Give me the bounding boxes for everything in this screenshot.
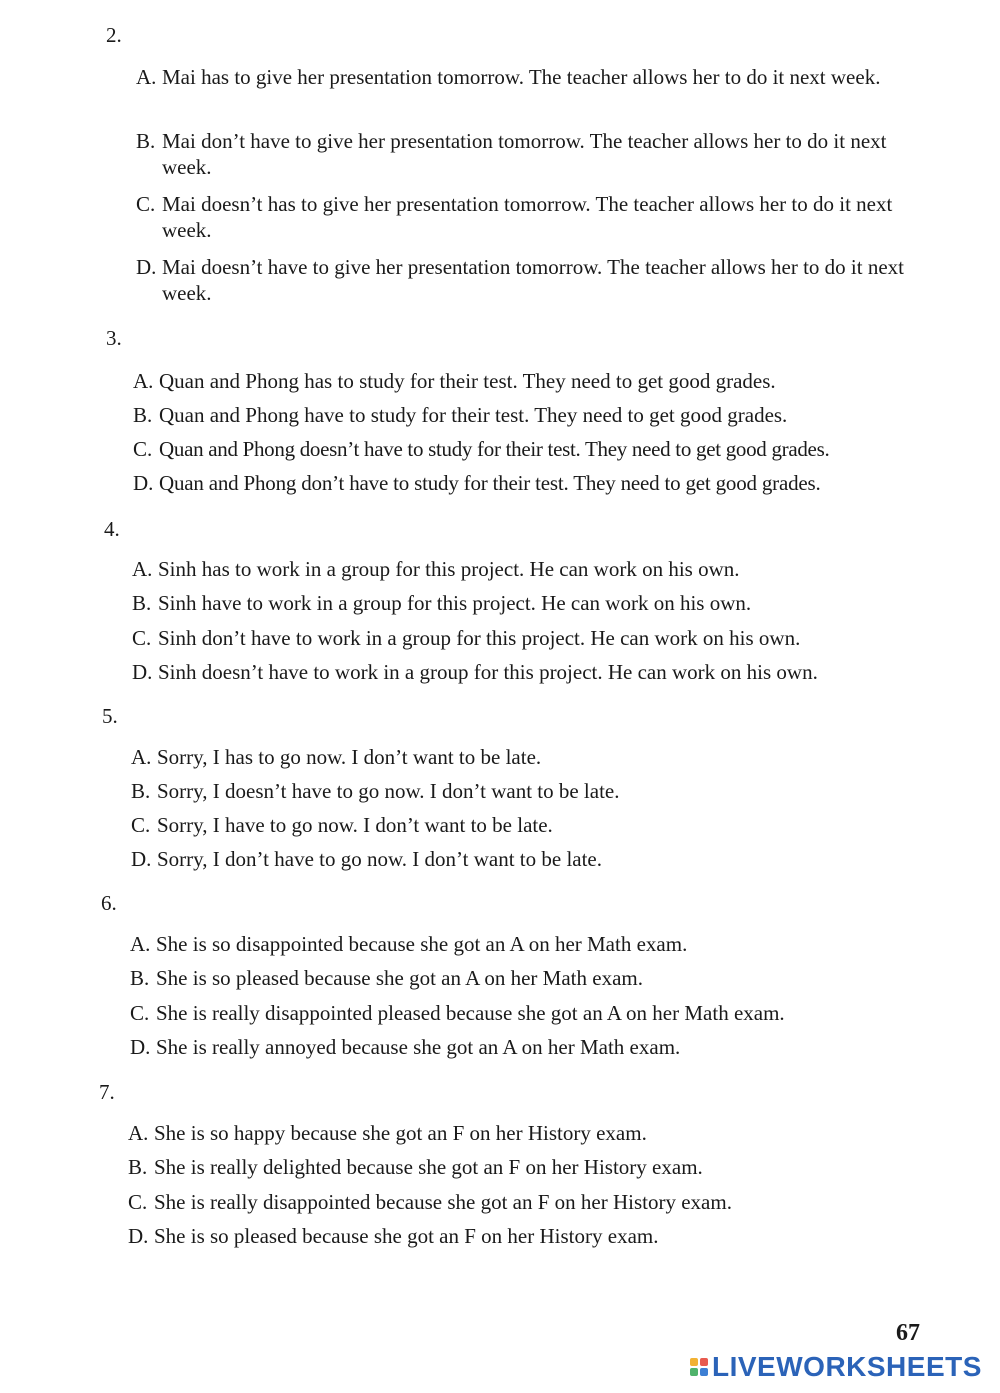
- option-text: Sorry, I has to go now. I don’t want to be late.: [157, 745, 542, 769]
- answer-option[interactable]: [128, 1120, 943, 1146]
- option-letter: D.: [132, 660, 153, 684]
- option-letter: B.: [131, 779, 151, 803]
- answer-option[interactable]: [136, 254, 941, 306]
- option-letter: A.: [130, 932, 151, 956]
- option-text: Sorry, I doesn’t have to go now. I don’t want to be late.: [157, 779, 620, 803]
- option-text: Sinh have to work in a group for this project. He can work on his own.: [158, 591, 752, 615]
- option-text: She is so pleased because she got an A on her Math exam.: [156, 966, 643, 990]
- option-letter: B.: [130, 966, 150, 990]
- answer-option[interactable]: [133, 436, 948, 462]
- option-text: She is really disappointed pleased because she got an A on her Math exam.: [156, 1001, 785, 1025]
- option-letter: B.: [128, 1155, 148, 1179]
- option-letter: C.: [133, 437, 153, 461]
- answer-option[interactable]: [130, 1000, 945, 1026]
- option-text: Mai doesn’t have to give her presentation tomorrow. The teacher allows her to do it next week.: [162, 255, 904, 305]
- option-letter: B.: [133, 403, 153, 427]
- question-number: 5.: [102, 704, 118, 728]
- answer-option[interactable]: [130, 1034, 945, 1060]
- question-number: 4.: [104, 517, 120, 541]
- option-text: She is so pleased because she got an F on her History exam.: [154, 1224, 659, 1248]
- answer-option[interactable]: [136, 191, 941, 243]
- option-text: Sinh don’t have to work in a group for this project. He can work on his own.: [158, 626, 801, 650]
- question-number: 3.: [106, 326, 122, 350]
- option-letter: C.: [131, 813, 151, 837]
- option-letter: B.: [132, 591, 152, 615]
- answer-option[interactable]: [131, 744, 936, 770]
- answer-option[interactable]: [133, 402, 948, 428]
- option-letter: C.: [136, 192, 156, 216]
- answer-option[interactable]: [136, 64, 941, 90]
- option-text: Sinh has to work in a group for this project. He can work on his own.: [158, 557, 740, 581]
- option-letter: A.: [132, 557, 153, 581]
- answer-option[interactable]: [131, 812, 936, 838]
- option-letter: D.: [136, 255, 157, 279]
- answer-option[interactable]: [133, 470, 948, 496]
- option-letter: D.: [130, 1035, 151, 1059]
- option-letter: C.: [132, 626, 152, 650]
- page-number: 67: [896, 1320, 920, 1346]
- option-letter: A.: [133, 369, 154, 393]
- logo-tile-icon: [690, 1368, 698, 1376]
- option-text: She is really disappointed because she got an F on her History exam.: [154, 1190, 732, 1214]
- answer-option[interactable]: [131, 778, 936, 804]
- liveworksheets-logo[interactable]: [690, 1352, 982, 1382]
- answer-option[interactable]: [132, 590, 947, 616]
- option-text: She is really delighted because she got an F on her History exam.: [154, 1155, 703, 1179]
- option-letter: B.: [136, 129, 156, 153]
- answer-option[interactable]: [132, 556, 947, 582]
- option-text: Quan and Phong has to study for their test. They need to get good grades.: [159, 369, 776, 393]
- option-letter: C.: [130, 1001, 150, 1025]
- logo-tile-icon: [690, 1358, 698, 1366]
- answer-option[interactable]: [130, 931, 945, 957]
- answer-option[interactable]: [128, 1223, 943, 1249]
- option-text: She is so disappointed because she got an A on her Math exam.: [156, 932, 688, 956]
- answer-option[interactable]: [128, 1154, 943, 1180]
- option-text: She is really annoyed because she got an A on her Math exam.: [156, 1035, 681, 1059]
- logo-tile-icon: [700, 1358, 708, 1366]
- option-letter: A.: [136, 65, 157, 89]
- option-text: Sorry, I have to go now. I don’t want to be late.: [157, 813, 553, 837]
- answer-option[interactable]: [136, 128, 941, 180]
- question-number: 6.: [101, 891, 117, 915]
- answer-option[interactable]: [132, 625, 947, 651]
- option-text: Quan and Phong doesn’t have to study for their test. They need to get good grades.: [159, 437, 830, 461]
- option-letter: D.: [133, 471, 154, 495]
- question-number: 7.: [99, 1080, 115, 1104]
- brand-name: LIVEWORKSHEETS: [712, 1351, 982, 1382]
- answer-option[interactable]: [128, 1189, 943, 1215]
- option-letter: A.: [128, 1121, 149, 1145]
- option-text: Quan and Phong don’t have to study for their test. They need to get good grades.: [159, 471, 821, 495]
- logo-tile-icon: [700, 1368, 708, 1376]
- option-text: Sinh doesn’t have to work in a group for this project. He can work on his own.: [158, 660, 818, 684]
- answer-option[interactable]: [132, 659, 947, 685]
- answer-option[interactable]: [131, 846, 936, 872]
- option-letter: C.: [128, 1190, 148, 1214]
- answer-option[interactable]: [133, 368, 948, 394]
- option-text: Mai has to give her presentation tomorrow. The teacher allows her to do it next week.: [162, 65, 881, 89]
- option-text: Quan and Phong have to study for their test. They need to get good grades.: [159, 403, 788, 427]
- question-number: 2.: [106, 23, 122, 47]
- option-text: She is so happy because she got an F on her History exam.: [154, 1121, 647, 1145]
- option-text: Mai doesn’t has to give her presentation tomorrow. The teacher allows her to do it next week.: [162, 192, 893, 242]
- option-text: Sorry, I don’t have to go now. I don’t want to be late.: [157, 847, 602, 871]
- logo-grid-icon: [690, 1358, 708, 1376]
- option-text: Mai don’t have to give her presentation tomorrow. The teacher allows her to do it next week.: [162, 129, 887, 179]
- option-letter: D.: [128, 1224, 149, 1248]
- option-letter: A.: [131, 745, 152, 769]
- option-letter: D.: [131, 847, 152, 871]
- answer-option[interactable]: [130, 965, 945, 991]
